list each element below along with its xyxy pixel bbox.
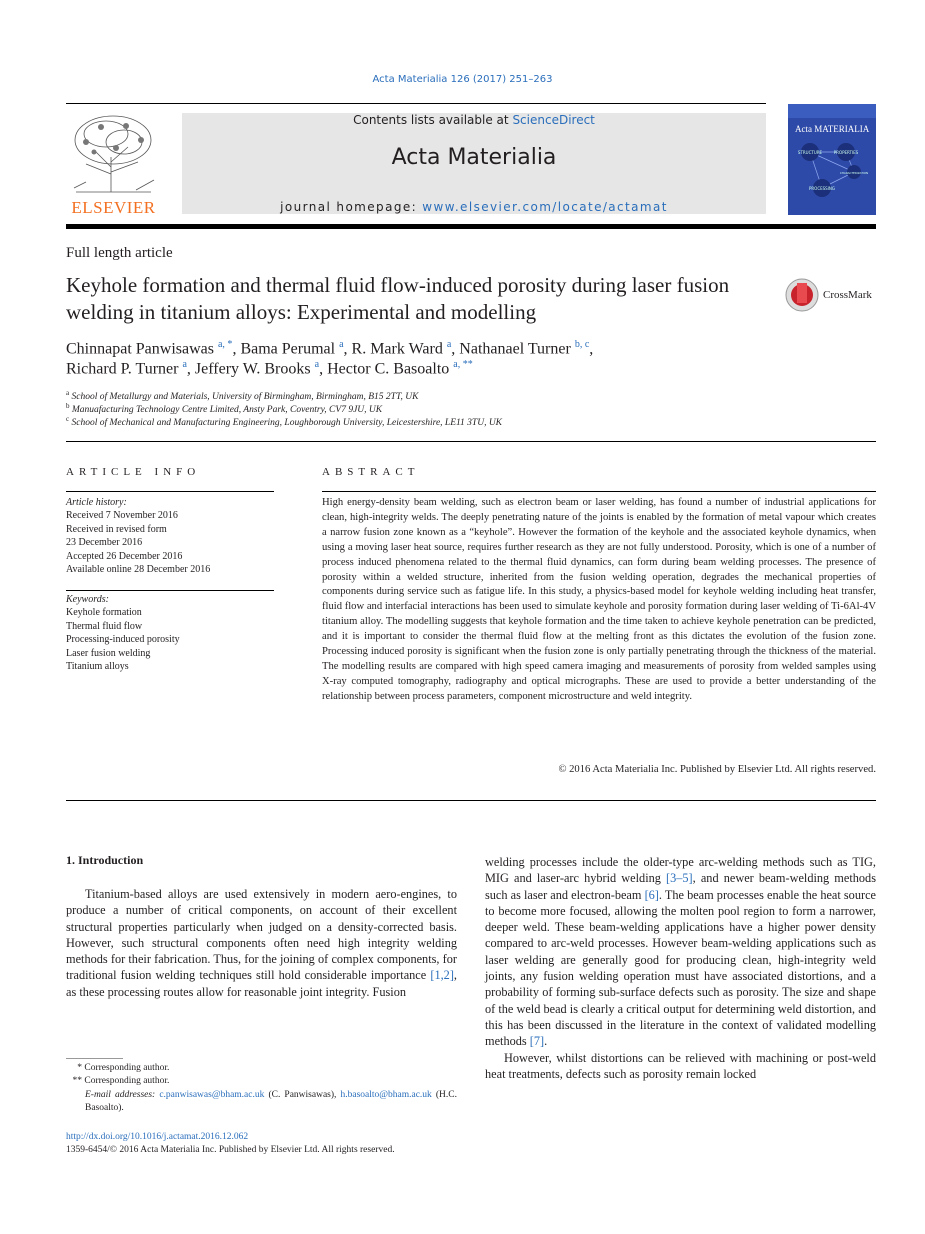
keyword: Titanium alloys (66, 661, 129, 673)
author-name: R. Mark Ward (351, 340, 443, 358)
footnote-mark: * (77, 1063, 82, 1073)
affiliation-text: School of Mechanical and Manufacturing Engineering, Loughborough University, Leicestershire, LE11 3TU, UK (71, 418, 503, 429)
keyword: Thermal fluid flow (66, 620, 143, 632)
doi-link[interactable]: http://dx.doi.org/10.1016/j.actamat.2016.12.062 (66, 1132, 249, 1142)
article-info-rule (66, 491, 274, 492)
footnote-corresponding-1 (66, 1062, 457, 1075)
author-affiliation[interactable]: a (446, 339, 452, 350)
cover-term: CHARACTERIZATION (839, 171, 869, 175)
article-info-heading: ARTICLE INFO (66, 466, 201, 478)
author-name: Richard P. Turner (66, 360, 179, 378)
journal-name: Acta Materialia (391, 145, 557, 170)
homepage-line (182, 200, 766, 214)
footnote-text: Corresponding author. (84, 1063, 170, 1073)
abstract-copyright: © 2016 Acta Materialia Inc. Published by Elsevier Ltd. All rights reserved. (558, 764, 876, 775)
author-affiliation[interactable]: b, c (574, 339, 590, 350)
author-name: Nathanael Turner (459, 340, 571, 358)
homepage-link[interactable]: www.elsevier.com/locate/actamat (422, 200, 668, 214)
journal-citation[interactable]: Acta Materialia 126 (2017) 251–263 (372, 74, 553, 85)
abstract-heading: ABSTRACT (322, 466, 420, 478)
author-name: Bama Perumal (240, 340, 336, 358)
paragraph-text: , as these processing routes allow for reasonable joint integrity. Fusion (66, 968, 457, 999)
reference-link[interactable]: [6] (644, 887, 659, 902)
abstract-rule (322, 491, 876, 492)
author-affiliation[interactable]: a (339, 339, 344, 350)
homepage-prefix: journal homepage: (280, 200, 423, 214)
footnote-text: Corresponding author. (84, 1076, 170, 1087)
email-link[interactable]: c.panwisawas@bham.ac.uk (159, 1089, 265, 1100)
footnote-mark: ** (72, 1076, 82, 1087)
history-item: Accepted 26 December 2016 (66, 550, 183, 562)
author-name: Jeffery W. Brooks (194, 360, 311, 378)
affiliation-key: a (66, 389, 70, 397)
author-affiliation[interactable]: a (182, 359, 187, 370)
footnote-rule (66, 1058, 123, 1059)
paragraph-text: . The beam processes enable the heat source to become more focused, allowing the molten pool region to form a narrower, deeper weld. These beam-welding applications have a higher power density compared to arc-weld processes. However beam-welding applications such as laser welding are generally good for producing clean, high-integrity weld joints, any fusion welding operation must have associated distortions, and a probability of forming sub-surface defects such as porosity. The size and shape of the weld bead is clearly a critical output for determining weld distortion, and this has been discussed in the literature in the context of validated modelling methods (485, 887, 876, 1049)
sciencedirect-link[interactable]: ScienceDirect (512, 113, 595, 127)
affiliation-text: Manuafacturing Technology Centre Limited, Ansty Park, Coventry, CV7 9JU, UK (71, 405, 383, 416)
footnote-corresponding-2 (66, 1075, 457, 1088)
history-item: Received in revised form (66, 523, 167, 535)
author-affiliation[interactable]: a, ** (453, 359, 473, 370)
author-affiliation[interactable]: a, * (217, 339, 233, 350)
article-type: Full length article (66, 245, 173, 261)
affiliation-a (66, 389, 418, 402)
cover-term: STRUCTURE (797, 150, 823, 155)
cover-title: Acta MATERIALIA (795, 124, 870, 134)
email-label: E-mail addresses: (85, 1089, 156, 1100)
reference-link[interactable]: [3–5] (666, 871, 693, 886)
author-name: Hector C. Basoalto (327, 360, 450, 378)
header-thick-rule (66, 224, 876, 229)
article-title: Keyhole formation and thermal fluid flow-induced porosity during laser fusion welding in titanium alloys: Experimental and modelling (66, 273, 730, 324)
keyword: Processing-induced porosity (66, 634, 180, 646)
keyword: Laser fusion welding (66, 647, 151, 659)
email-owner: (C. Panwisawas), (264, 1089, 341, 1100)
article-history (66, 496, 210, 576)
author-name: Chinnapat Panwisawas (66, 340, 214, 358)
cover-term: PROPERTIES (833, 150, 859, 155)
section-rule (66, 441, 876, 442)
reference-link[interactable]: [1,2] (430, 968, 454, 983)
keywords-list (66, 593, 180, 673)
keywords-rule (66, 590, 274, 591)
contents-line (182, 113, 766, 127)
keywords-label: Keywords: (66, 594, 109, 605)
author-line-2: Richard P. Turner $^a$, Jeffery W. Brooks $^a$, Hector C. Basoalto $^{a, **}$ (66, 359, 473, 378)
history-item: Available online 28 December 2016 (66, 564, 211, 576)
journal-cover-image[interactable] (788, 104, 876, 215)
paragraph (485, 854, 876, 1050)
abstract-text: High energy-density beam welding, such as electron beam or laser welding, has found a number of industrial applications for clean, high-integrity welds. The deeply penetrating nature of the joints is enabled by the formation of metal vapour which creates a narrow fusion zone known as a “keyhole”. However the formation of the keyhole and the associated keyhole dynamics, when using a moving laser heat source, requires further research as they are not fully understood. Porosity, which is one of a number of process induced phenomena related to the thermal fluid dynamics, can form during beam welding processes. The presence of porosity within a welded structure, inherited from the fusion welding operation, degrades the mechanical properties of components during service such as fatigue life. In this study, a physics-based model for keyhole welding including heat transfer, fluid flow and interfacial interactions has been used to simulate keyhole and porosity formation during laser welding of Ti-6Al-4V titanium alloy. The modelling suggests that keyhole formation and the time taken to achieve keyhole penetration can be predicted, and it is important to consider the thermal fluid flow at the melting front as this dictates the evolution of the fusion zone. Processing induced porosity is significant when the fusion zone is only partially penetrating through the thickness of the material. The modelling results are compared with high speed camera imaging and measurements of porosity from welded samples using X-ray computed tomography, radiography and optical micrographs. These are used to provide a better understanding of the relationship between process parameters, component microstructure and weld integrity. (322, 497, 876, 702)
crossmark-label[interactable]: CrossMark (823, 289, 872, 301)
author-affiliation[interactable]: a (314, 359, 320, 370)
paragraph: However, whilst distortions can be relieved with machining or post-weld heat treatments, defects such as porosity remain locked (485, 1050, 876, 1081)
body-column-left (66, 886, 457, 1000)
reference-link[interactable]: [7] (529, 1034, 545, 1049)
email-link[interactable]: h.basoalto@bham.ac.uk (340, 1089, 432, 1100)
elsevier-wordmark: ELSEVIER (71, 198, 156, 217)
body-column-right (485, 854, 876, 1082)
header-rule (66, 103, 766, 104)
paragraph-text: Titanium-based alloys are used extensively in modern aero-engines, to produce a number of critical components, on account of their excellent structural properties particularly when judged on a density-corrected basis. However, such structural components often need high integrity welding methods for their fabrication. Thus, for the joining of complex components, for traditional fusion welding techniques still hold considerable importance (66, 887, 457, 983)
affiliation-key: c (66, 415, 70, 423)
paragraph-text: , and newer beam-welding methods such as laser and electron-beam (485, 871, 876, 902)
contents-prefix: Contents lists available at (353, 113, 513, 127)
paragraph-text: welding processes include the older-type arc-welding methods such as TIG, MIG and laser-arc hybrid welding (485, 855, 876, 886)
history-item: Received 7 November 2016 (66, 510, 178, 522)
author-line-1: Chinnapat Panwisawas $^{a, *}$, Bama Perumal $^a$, R. Mark Ward $^a$, Nathanael Turner $^{b, c}$, (66, 339, 594, 358)
issn-line: 1359-6454/© 2016 Acta Materialia Inc. Published by Elsevier Ltd. All rights reserved. (66, 1145, 395, 1155)
section-heading-introduction: 1. Introduction (66, 853, 144, 867)
abstract-bottom-rule (66, 800, 876, 801)
affiliation-c (66, 415, 502, 428)
history-item: 23 December 2016 (66, 537, 143, 549)
keyword: Keyhole formation (66, 607, 142, 619)
footnote-emails (66, 1089, 457, 1116)
footnotes (66, 1062, 457, 1116)
history-label: Article history: (66, 497, 127, 508)
affiliation-text: School of Metallurgy and Materials, University of Birmingham, Birmingham, B15 2TT, UK (71, 392, 419, 403)
email-owner: (H.C. Basoalto). (85, 1089, 458, 1114)
paragraph (66, 886, 457, 1000)
affiliation-key: b (66, 402, 70, 410)
cover-term: PROCESSING (808, 186, 836, 191)
affiliation-b (66, 402, 382, 415)
paragraph-text: . (544, 1034, 548, 1049)
